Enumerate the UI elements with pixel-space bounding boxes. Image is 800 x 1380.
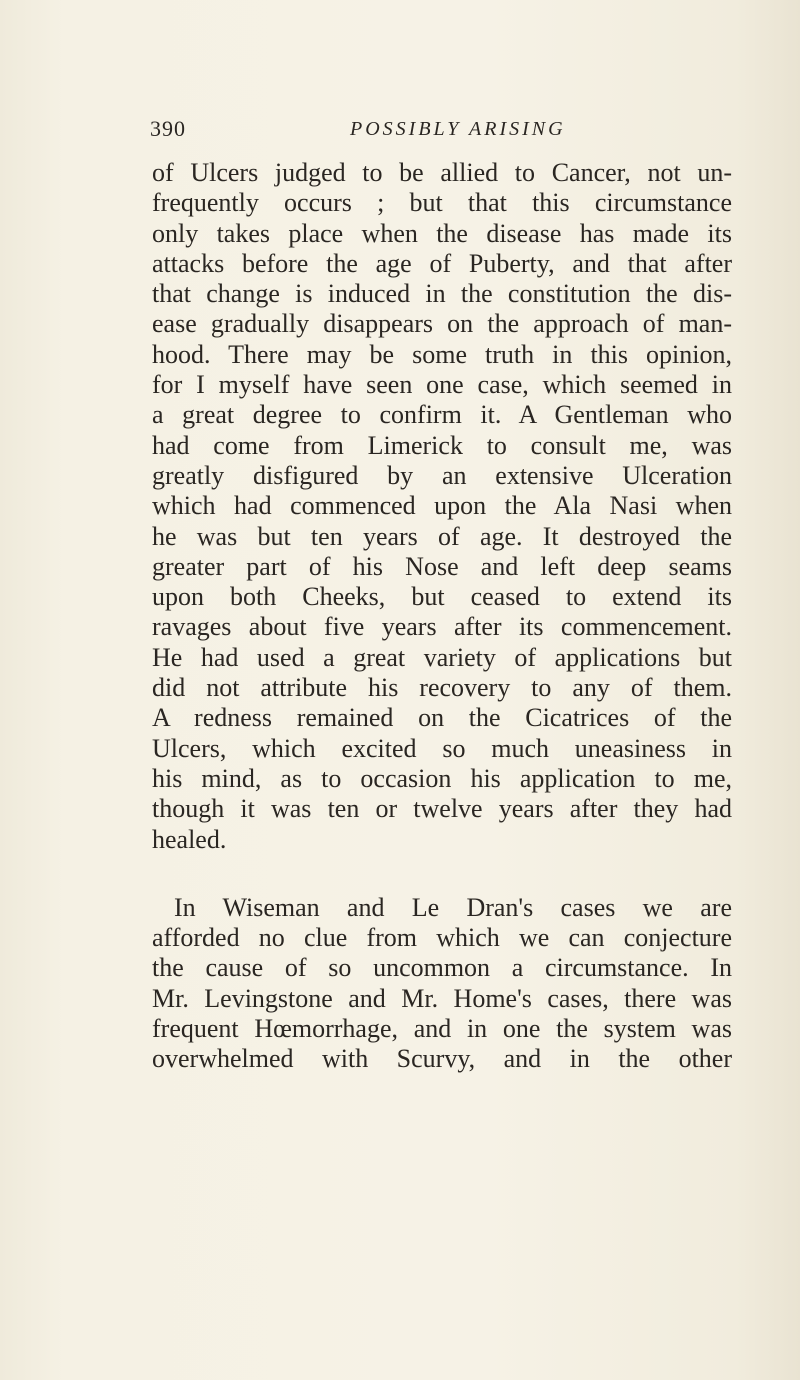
text-line: Ulcers, which excited so much uneasiness in (152, 733, 732, 763)
text-line: A redness remained on the Cicatrices of the (152, 703, 732, 733)
text-line: afforded no clue from which we can conjecture (152, 923, 732, 953)
page-number: 390 (150, 116, 186, 141)
text-line: which had commenced upon the Ala Nasi when (152, 491, 732, 521)
text-line: the cause of so uncommon a circumstance. In (152, 953, 732, 983)
text-line: ease gradually disappears on the approach of man- (152, 309, 732, 339)
text-line: had come from Limerick to consult me, was (152, 430, 732, 460)
text-line: frequent Hœmorrhage, and in one the system was (152, 1014, 732, 1044)
text-line: only takes place when the disease has made its (152, 218, 732, 248)
running-head: POSSIBLY ARISING (350, 118, 566, 140)
text-line: that change is induced in the constitution the dis- (152, 279, 732, 309)
paragraph-gap (152, 855, 732, 893)
text-line: He had used a great variety of applications but (152, 642, 732, 672)
page-header (150, 116, 710, 146)
text-line: though it was ten or twelve years after they had (152, 794, 732, 824)
text-line: greater part of his Nose and left deep seams (152, 551, 732, 581)
text-line: did not attribute his recovery to any of them. (152, 673, 732, 703)
text-line: frequently occurs ; but that this circumstance (152, 188, 732, 218)
text-line: a great degree to confirm it. A Gentleman who (152, 400, 732, 430)
text-line: ravages about five years after its commencement. (152, 612, 732, 642)
text-line: upon both Cheeks, but ceased to extend its (152, 582, 732, 612)
paragraph (152, 158, 732, 855)
text-line: overwhelmed with Scurvy, and in the other (152, 1044, 732, 1074)
body-text (152, 158, 732, 1075)
text-line: attacks before the age of Puberty, and that after (152, 248, 732, 278)
paragraph (152, 893, 732, 1075)
text-line: healed. (152, 824, 227, 854)
text-line: hood. There may be some truth in this opinion, (152, 339, 732, 369)
text-line: In Wiseman and Le Dran's cases we are (174, 892, 732, 922)
text-line: greatly disfigured by an extensive Ulceration (152, 460, 732, 490)
text-line: his mind, as to occasion his application to me, (152, 763, 732, 793)
text-line: Mr. Levingstone and Mr. Home's cases, there was (152, 983, 732, 1013)
text-line: of Ulcers judged to be allied to Cancer, not un- (152, 158, 732, 187)
text-line: he was but ten years of age. It destroyed the (152, 521, 732, 551)
text-line: for I myself have seen one case, which seemed in (152, 370, 732, 400)
